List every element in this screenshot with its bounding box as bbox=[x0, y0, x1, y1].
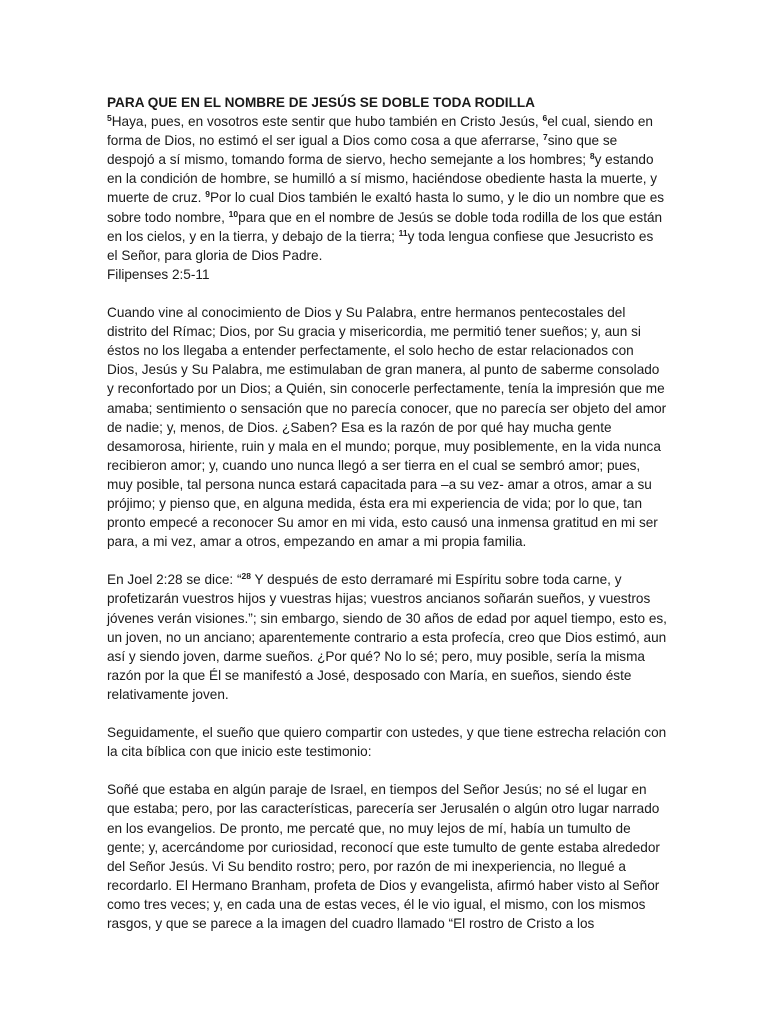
verse-text: Por lo cual Dios también le exaltó hasta lo sumo, y le dio un nombre que es sobre todo nombre, bbox=[107, 190, 665, 225]
paragraph-dream: Soñé que estaba en algún paraje de Israel, en tiempos del Señor Jesús; no sé el lugar en que estaba; pero, por las características, parecería ser Jerusalén o algún otro lugar narrado en los evangelios. De pronto, me percaté que, no muy lejos de mí, había un tumulto de gente; y, acercándome por curiosidad, reconocí que este tumulto de gente estaba alrededor del Señor Jesús. Vi Su bendito rostro; pero, por razón de mi inexperiencia, no llegué a recordarlo. El Hermano Branham, profeta de Dios y evangelista, afirmó haber visto al Señor como tres veces; y, en cada una de estas veces, él le vio igual, el mismo, con los mismos rasgos, y que se parece a la imagen del cuadro llamado “El rostro de Cristo a los bbox=[107, 782, 660, 932]
document-body bbox=[107, 93, 667, 952]
verse-number: 7 bbox=[542, 132, 548, 143]
verse-number: 11 bbox=[398, 227, 408, 238]
verse-text: para que en el nombre de Jesús se doble toda rodilla de los que están en los cielos, y en la tierra, y debajo de la tierra; bbox=[107, 209, 663, 244]
paragraph-text: En Joel 2:28 se dice: “ bbox=[107, 572, 242, 588]
verse-number: 8 bbox=[589, 151, 595, 162]
paragraph-joel bbox=[107, 570, 667, 704]
verse-text: Haya, pues, en vosotros este sentir que hubo también en Cristo Jesús, bbox=[111, 114, 543, 130]
paragraph-conversion: Cuando vine al conocimiento de Dios y Su Palabra, entre hermanos pentecostales del distrito del Rímac; Dios, por Su gracia y misericordia, me permitió tener sueños; y, aun si éstos no los llegaba a entender perfectamente, el solo hecho de estar relacionados con Dios, Jesús y Su Palabra, me estimulaban de gran manera, al punto de saberme consolado y reconfortado por un Dios; a Quién, sin conocerle perfectamente, tenía la impresión que me amaba; sentimiento o sensación que no parecía conocer, que no parecía ser objeto del amor de nadie; y, menos, de Dios. ¿Saben? Esa es la razón de por qué hay mucha gente desamorosa, hiriente, ruin y mala en el mundo; porque, muy posiblemente, en la vida nunca recibieron amor; y, cuando uno nunca llegó a ser tierra en el cual se sembró amor; pues, muy posible, tal persona nunca estará capacitada para –a su vez- amar a otros, amar a su prójimo; y pienso que, en alguna medida, ésta era mi experiencia de vida; por lo que, tan pronto empecé a reconocer Su amor en mi vida, esto causó una inmensa gratitud en mi ser para, a mi vez, amar a otros, empezando en amar a mi propia familia. bbox=[107, 305, 667, 550]
bible-reference: Filipenses 2:5-11 bbox=[107, 266, 210, 282]
verse-text: y estando en la condición de hombre, se humilló a sí mismo, haciéndose obediente hasta la muerte, y muerte de cruz. bbox=[107, 152, 658, 206]
verse-number: 10 bbox=[228, 208, 239, 219]
paragraph-text: Y después de esto derramaré mi Espíritu sobre toda carne, y profetizarán vuestros hijos y vuestras hijas; vuestros ancianos soñarán sueños, y vuestros jóvenes verán visiones.”; sin embargo, siendo de 30 años de edad por aquel tiempo, esto es, un joven, no un anciano; aparentemente contrario a esta profecía, creo que Dios estimó, aun así y siendo joven, darme sueños. ¿Por qué? No lo sé; pero, muy posible, sería la misma razón por la que Él se manifestó a José, desposado con María, en sueños, siendo éste relativamente joven. bbox=[107, 572, 667, 702]
bible-passage bbox=[107, 112, 667, 265]
document-title: PARA QUE EN EL NOMBRE DE JESÚS SE DOBLE TODA RODILLA bbox=[107, 95, 535, 110]
verse-number: 9 bbox=[205, 189, 210, 200]
paragraph-intro-dream: Seguidamente, el sueño que quiero compartir con ustedes, y que tiene estrecha relación con la cita bíblica con que inicio este testimonio: bbox=[107, 725, 667, 760]
verse-number: 6 bbox=[542, 113, 548, 124]
verse-text: sino que se despojó a sí mismo, tomando forma de siervo, hecho semejante a los hombres; bbox=[107, 133, 618, 168]
verse-text: y toda lengua confiese que Jesucristo es el Señor, para gloria de Dios Padre. bbox=[107, 228, 654, 263]
verse-number: 5 bbox=[107, 113, 112, 124]
verse-text: el cual, siendo en forma de Dios, no estimó el ser igual a Dios como cosa a que aferrarse, bbox=[107, 114, 653, 149]
verse-number: 28 bbox=[241, 571, 251, 582]
